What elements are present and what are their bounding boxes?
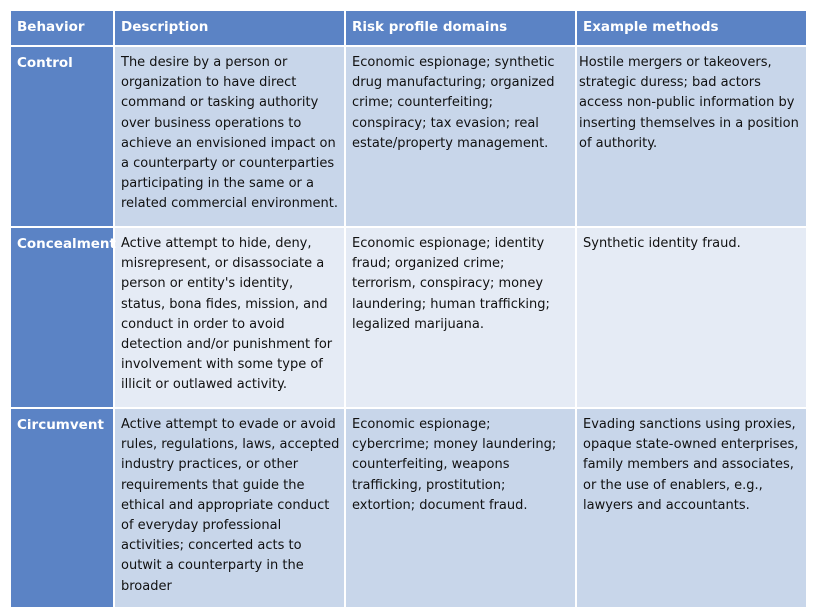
table-row <box>10 46 807 227</box>
risk-domains-cell: Economic espionage; synthetic drug manufacturing; organized crime; counterfeiting; conspiracy; tax evasion; real estate/property management. <box>345 46 576 227</box>
example-methods-cell: Evading sanctions using proxies, opaque state-owned enterprises, family members and associates, or the use of enablers, e.g., lawyers and accountants. <box>576 408 807 608</box>
example-methods-cell: Hostile mergers or takeovers, strategic duress; bad actors access non-public information by inserting themselves in a position of authority. <box>576 46 807 227</box>
risk-domains-cell: Economic espionage; cybercrime; money laundering; counterfeiting, weapons trafficking, prostitution; extortion; document fraud. <box>345 408 576 608</box>
example-methods-cell: Synthetic identity fraud. <box>576 227 807 408</box>
behavior-cell: Circumvent <box>10 408 114 608</box>
table-row <box>10 408 807 608</box>
table-body <box>10 46 807 608</box>
behavior-risk-table-container <box>9 9 806 609</box>
header-risk-profile-domains: Risk profile domains <box>345 10 576 46</box>
behavior-risk-table <box>9 9 808 609</box>
behavior-cell: Concealment <box>10 227 114 408</box>
behavior-cell: Control <box>10 46 114 227</box>
description-cell: Active attempt to hide, deny, misrepresent, or disassociate a person or entity's identity, status, bona fides, mission, and conduct in order to avoid detection and/or punishment for involvement with some type of illicit or outlawed activity. <box>114 227 345 408</box>
risk-domains-cell: Economic espionage; identity fraud; organized crime; terrorism, conspiracy; money laundering; human trafficking; legalized marijuana. <box>345 227 576 408</box>
table-header <box>10 10 807 46</box>
header-description: Description <box>114 10 345 46</box>
header-example-methods: Example methods <box>576 10 807 46</box>
header-behavior: Behavior <box>10 10 114 46</box>
description-cell: The desire by a person or organization to have direct command or tasking authority over business operations to achieve an envisioned impact on a counterparty or counterparties participating in the same or a related commercial environment. <box>114 46 345 227</box>
header-row <box>10 10 807 46</box>
description-cell: Active attempt to evade or avoid rules, regulations, laws, accepted industry practices, or other requirements that guide the ethical and appropriate conduct of everyday professional activities; concerted acts to outwit a counterparty in the broader <box>114 408 345 608</box>
table-row <box>10 227 807 408</box>
